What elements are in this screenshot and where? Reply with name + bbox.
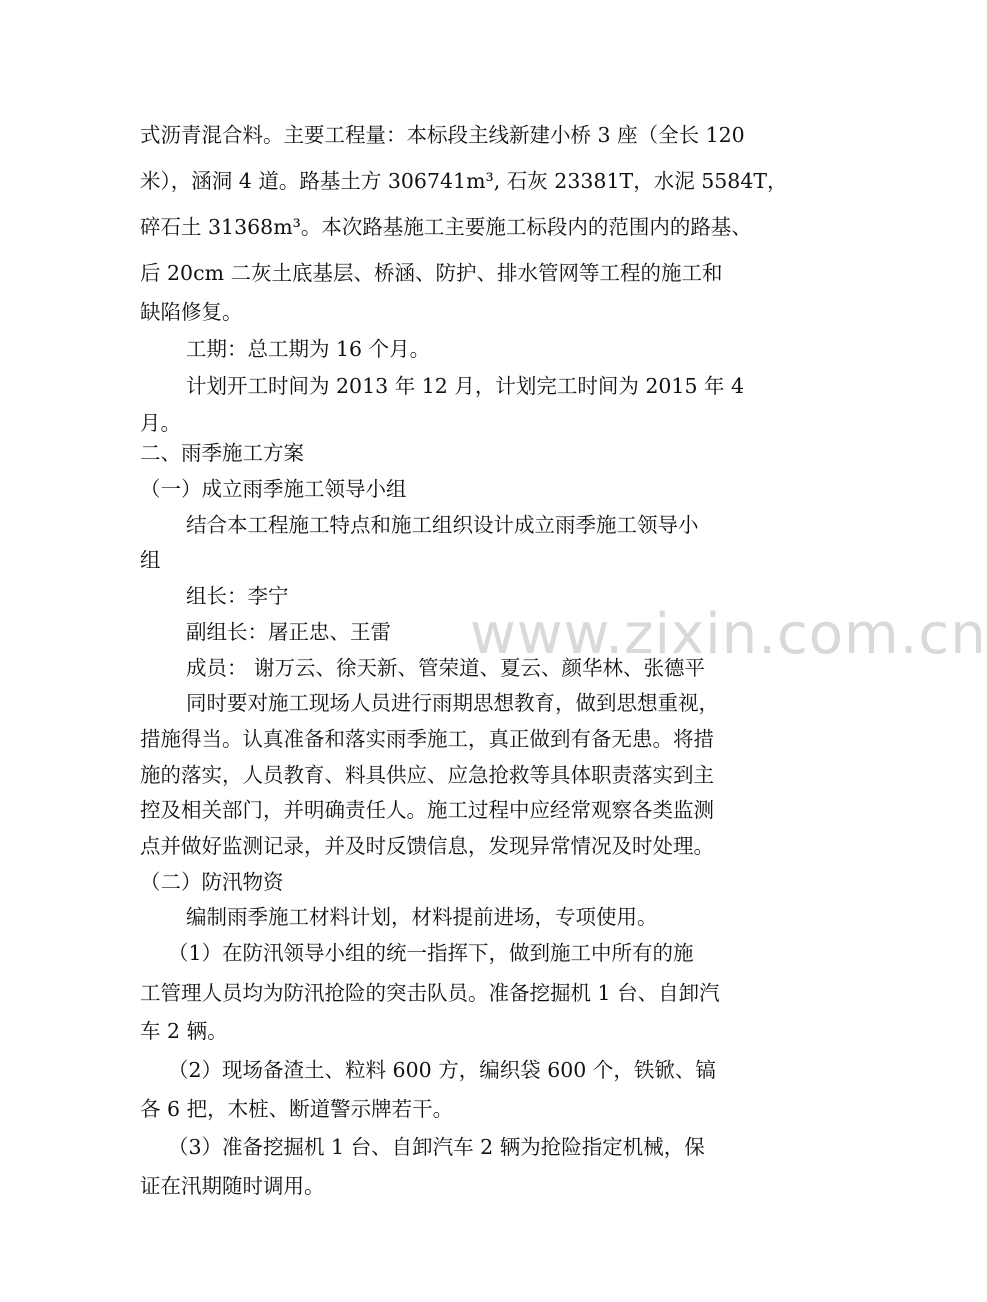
text-line: 证在汛期随时调用。	[140, 1174, 325, 1198]
text-line: 后 20cm 二灰土底基层、桥涵、防护、排水管网等工程的施工和	[140, 261, 723, 285]
subsection-heading: （二）防汛物资	[140, 870, 284, 894]
text-line: （1）在防汛领导小组的统一指挥下，做到施工中所有的施	[168, 941, 694, 965]
subsection-heading: （一）成立雨季施工领导小组	[140, 477, 407, 501]
watermark: www.zixin.com.cn	[470, 602, 987, 667]
text-line: 副组长：屠正忠、王雷	[186, 620, 391, 644]
text-line: 成员： 谢万云、徐天新、管荣道、夏云、颜华林、张德平	[186, 656, 706, 680]
text-line: 施的落实，人员教育、料具供应、应急抢救等具体职责落实到主	[140, 763, 714, 787]
text-line: （2）现场备渣土、粒料 600 方，编织袋 600 个，铁锨、镐	[168, 1058, 716, 1082]
text-line: 式沥青混合料。主要工程量：本标段主线新建小桥 3 座（全长 120	[140, 123, 745, 147]
text-line: 工期：总工期为 16 个月。	[186, 337, 431, 361]
text-line: 计划开工时间为 2013 年 12 月，计划完工时间为 2015 年 4	[186, 374, 745, 398]
text-line: 控及相关部门，并明确责任人。施工过程中应经常观察各类监测	[140, 798, 714, 822]
text-line: 结合本工程施工特点和施工组织设计成立雨季施工领导小	[186, 513, 699, 537]
text-line: 组长：李宁	[186, 584, 289, 608]
text-line: 米），涵洞 4 道。路基土方 306741m³, 石灰 23381T，水泥 5584T，	[140, 169, 788, 193]
text-line: （3）准备挖掘机 1 台、自卸汽车 2 辆为抢险指定机械，保	[168, 1135, 705, 1159]
text-line: 点并做好监测记录，并及时反馈信息，发现异常情况及时处理。	[140, 834, 714, 858]
text-line: 缺陷修复。	[140, 300, 243, 324]
text-line: 组	[140, 548, 161, 572]
text-line: 车 2 辆。	[140, 1019, 228, 1043]
text-line: 同时要对施工现场人员进行雨期思想教育，做到思想重视，	[186, 691, 719, 715]
text-line: 措施得当。认真准备和落实雨季施工，真正做到有备无患。将措	[140, 727, 714, 751]
text-line: 碎石土 31368m³。本次路基施工主要施工标段内的范围内的路基、	[140, 215, 752, 239]
text-line: 编制雨季施工材料计划，材料提前进场，专项使用。	[186, 905, 658, 929]
text-line: 工管理人员均为防汛抢险的突击队员。准备挖掘机 1 台、自卸汽	[140, 981, 720, 1005]
text-line: 各 6 把，木桩、断道警示牌若干。	[140, 1097, 454, 1121]
section-heading: 二、雨季施工方案	[140, 441, 304, 465]
text-line: 月。	[140, 411, 181, 435]
